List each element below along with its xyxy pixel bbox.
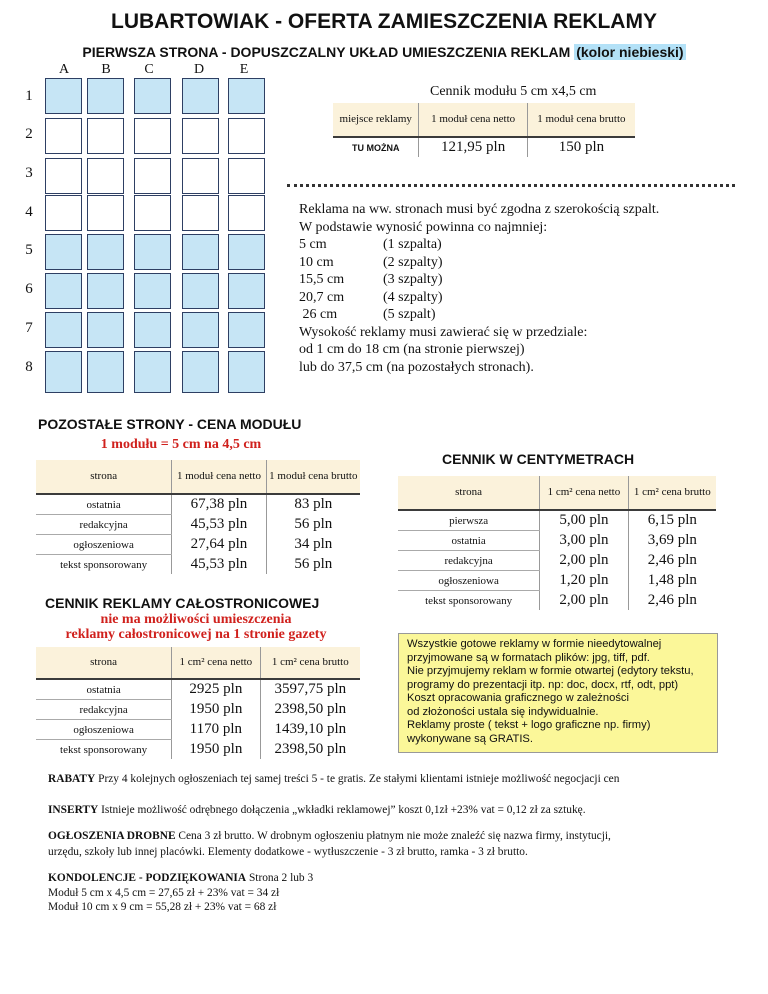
table-row: tekst sponsorowany 2,00 pln 2,46 pln <box>398 591 716 611</box>
grid-cell-d1 <box>182 78 219 114</box>
width-value: 15,5 cm <box>299 272 345 287</box>
table-row: ogłoszeniowa 1,20 pln 1,48 pln <box>398 571 716 591</box>
grid-cell-b6 <box>87 273 124 309</box>
grid-cell-d7 <box>182 312 219 348</box>
grid-cell-b4 <box>87 195 124 231</box>
table-row: ostatnia 2925 pln 3597,75 pln <box>36 679 360 700</box>
module-price-table <box>333 103 635 157</box>
table-row: redakcyjna 1950 pln 2398,50 pln <box>36 700 360 720</box>
width-columns: (3 szpalty) <box>383 272 443 287</box>
rule-line: Reklama na ww. stronach musi być zgodna z szerokością szpalt. <box>299 202 660 217</box>
grid-cell-e1 <box>228 78 265 114</box>
table-row: ogłoszeniowa 1170 pln 1439,10 pln <box>36 720 360 740</box>
grid-cell-e4 <box>228 195 265 231</box>
first-page-subtitle <box>0 44 768 60</box>
file-format-info-box <box>398 633 718 753</box>
table-row: ostatnia 3,00 pln 3,69 pln <box>398 531 716 551</box>
grid-cell-c7 <box>134 312 171 348</box>
width-columns: (5 szpalt) <box>383 307 436 322</box>
grid-cell-a4 <box>45 195 82 231</box>
grid-cell-e3 <box>228 158 265 194</box>
cm-price-title: CENNIK W CENTYMETRACH <box>442 451 635 467</box>
width-row <box>299 271 739 289</box>
grid-cell-a7 <box>45 312 82 348</box>
info-line: przyjmowane są w formatach plików: jpg, tiff, pdf. <box>407 651 650 664</box>
table-row: ostatnia 67,38 pln 83 pln <box>36 494 360 515</box>
rule-line: W podstawie wynosić powinna co najmniej: <box>299 219 548 235</box>
page-title: LUBARTOWIAK - OFERTA ZAMIESZCZENIA REKLAMY <box>111 10 657 33</box>
grid-cell-c6 <box>134 273 171 309</box>
dotted-separator <box>287 184 735 187</box>
table-row: pierwsza 5,00 pln 6,15 pln <box>398 510 716 531</box>
grid-cell-a5 <box>45 234 82 270</box>
grid-cell-c2 <box>134 118 171 154</box>
grid-cell-d5 <box>182 234 219 270</box>
header-net: 1 cm² cena netto <box>172 647 260 679</box>
info-line: od złożoności ustala się indywidualnie. <box>407 705 599 718</box>
grid-cell-d8 <box>182 351 219 393</box>
grid-cell-d3 <box>182 158 219 194</box>
inserts-paragraph: INSERTY Istnieje możliwość odrębnego dołączenia „wkładki reklamowej” koszt 0,1zł +23% vat = 0,12 zł za sztukę. <box>48 804 586 816</box>
header-place: miejsce reklamy <box>333 103 419 137</box>
condolences-paragraph: KONDOLENCJE - PODZIĘKOWANIA Strona 2 lub 3 Moduł 5 cm x 4,5 cm = 27,65 zł + 23% vat = 34 zł Moduł 10 cm x 9 cm = 55,28 zł + 23% vat = 68 zł <box>48 872 314 913</box>
column-label-a: A <box>58 62 70 77</box>
grid-cell-a8 <box>45 351 82 393</box>
gross-value: 150 pln <box>558 139 605 155</box>
module-price-title: Cennik modułu 5 cm x4,5 cm <box>430 84 597 99</box>
width-columns: (1 szpalta) <box>383 237 442 252</box>
row-label-6: 6 <box>25 281 33 297</box>
fullpage-note-2: reklamy całostronicowej na 1 stronie gazety <box>65 627 327 642</box>
info-line: Reklamy proste ( tekst + logo graficzne np. firmy) <box>407 719 651 731</box>
header-net: 1 moduł cena netto <box>419 103 527 137</box>
width-columns: (2 szpalty) <box>383 254 443 270</box>
width-row <box>299 254 739 272</box>
width-row <box>299 236 739 254</box>
width-value: 10 cm <box>299 254 334 270</box>
grid-cell-b5 <box>87 234 124 270</box>
header-page: strona <box>36 647 172 679</box>
cm-price-table <box>398 476 716 610</box>
width-value: 5 cm <box>299 237 327 252</box>
grid-cell-e8 <box>228 351 265 393</box>
net-value: 121,95 pln <box>419 137 527 157</box>
table-row: redakcyjna 2,00 pln 2,46 pln <box>398 551 716 571</box>
subtitle-highlight: (kolor niebieski) <box>576 44 684 60</box>
rule-line: Wysokość reklamy musi zawierać się w przedziale: <box>299 324 588 340</box>
grid-cell-e2 <box>228 118 265 154</box>
row-label-7: 7 <box>25 320 33 336</box>
column-label-d: D <box>193 62 205 77</box>
info-line: wykonywane są GRATIS. <box>407 732 534 745</box>
row-label-1: 1 <box>25 88 33 104</box>
grid-cell-c3 <box>134 158 171 194</box>
row-label-4: 4 <box>25 204 33 220</box>
info-line: programy do prezentacji itp. np: doc, docx, rtf, odt, ppt) <box>407 678 679 691</box>
other-pages-title: POZOSTAŁE STRONY - CENA MODUŁU <box>38 416 302 432</box>
header-page: strona <box>36 460 172 494</box>
table-row: redakcyjna 45,53 pln 56 pln <box>36 515 360 535</box>
column-label-c: C <box>144 62 154 77</box>
rule-line: od 1 cm do 18 cm (na stronie pierwszej) <box>299 342 525 357</box>
row-label-3: 3 <box>25 165 33 181</box>
header-gross: 1 moduł cena brutto <box>527 103 635 137</box>
grid-cell-e7 <box>228 312 265 348</box>
table-row: ogłoszeniowa 27,64 pln 34 pln <box>36 535 360 555</box>
row-label-2: 2 <box>25 126 33 142</box>
grid-cell-c1 <box>134 78 171 114</box>
width-row <box>299 306 739 324</box>
place-value: TU MOŻNA <box>333 137 419 157</box>
row-label-8: 8 <box>25 359 33 375</box>
header-gross: 1 cm² cena brutto <box>260 647 360 679</box>
header-net: 1 cm² cena netto <box>540 476 628 510</box>
info-line: Wszystkie gotowe reklamy w formie nieedytowalnej <box>407 638 662 650</box>
grid-cell-b8 <box>87 351 124 393</box>
grid-cell-d6 <box>182 273 219 309</box>
table-row: tekst sponsorowany 45,53 pln 56 pln <box>36 555 360 575</box>
column-label-b: B <box>101 62 111 77</box>
grid-cell-c8 <box>134 351 171 393</box>
grid-cell-a1 <box>45 78 82 114</box>
fullpage-table <box>36 647 360 759</box>
other-pages-table <box>36 460 360 574</box>
width-value: 26 cm <box>299 307 338 322</box>
header-net: 1 moduł cena netto <box>172 460 266 494</box>
rule-line: lub do 37,5 cm (na pozostałych stronach). <box>299 359 534 375</box>
grid-cell-b7 <box>87 312 124 348</box>
width-value: 20,7 cm <box>299 289 345 305</box>
column-label-e: E <box>239 62 249 77</box>
grid-cell-d2 <box>182 118 219 154</box>
width-row <box>299 289 739 307</box>
grid-cell-d4 <box>182 195 219 231</box>
discounts-paragraph: RABATY Przy 4 kolejnych ogłoszeniach tej samej treści 5 - te gratis. Ze stałymi klientami istnieje możliwość negocjacji cen <box>48 773 620 785</box>
other-pages-note: 1 modułu = 5 cm na 4,5 cm <box>100 437 262 452</box>
width-columns: (4 szpalty) <box>383 289 443 305</box>
grid-cell-e6 <box>228 273 265 309</box>
grid-cell-c4 <box>134 195 171 231</box>
header-gross: 1 moduł cena brutto <box>266 460 360 494</box>
small-ads-paragraph: OGŁOSZENIA DROBNE Cena 3 zł brutto. W drobnym ogłoszeniu płatnym nie może znaleźć się nazwa firmy, instytucji, urzędu, szkoły lub innej placówki. Elementy dodatkowe - wytłuszczenie - 3 zł brutto, ramka - 3 zł brutto. <box>48 830 611 858</box>
grid-cell-c5 <box>134 234 171 270</box>
grid-cell-a2 <box>45 118 82 154</box>
grid-cell-a3 <box>45 158 82 194</box>
table-row: tekst sponsorowany 1950 pln 2398,50 pln <box>36 740 360 760</box>
grid-cell-b1 <box>87 78 124 114</box>
grid-cell-e5 <box>228 234 265 270</box>
info-line: Nie przyjmujemy reklam w formie otwartej (edytory tekstu, <box>407 665 694 677</box>
info-line: Koszt opracowania graficznego w zależności <box>407 692 630 704</box>
header-page: strona <box>398 476 540 510</box>
header-gross: 1 cm² cena brutto <box>628 476 716 510</box>
fullpage-title: CENNIK REKLAMY CAŁOSTRONICOWEJ <box>45 595 320 611</box>
grid-cell-a6 <box>45 273 82 309</box>
subtitle-main: PIERWSZA STRONA - DOPUSZCZALNY UKŁAD UMIESZCZENIA REKLAM <box>82 44 571 60</box>
size-rules <box>299 201 739 376</box>
fullpage-note-1: nie ma możliwości umieszczenia <box>100 612 292 627</box>
grid-cell-b3 <box>87 158 124 194</box>
grid-cell-b2 <box>87 118 124 154</box>
row-label-5: 5 <box>25 242 33 258</box>
